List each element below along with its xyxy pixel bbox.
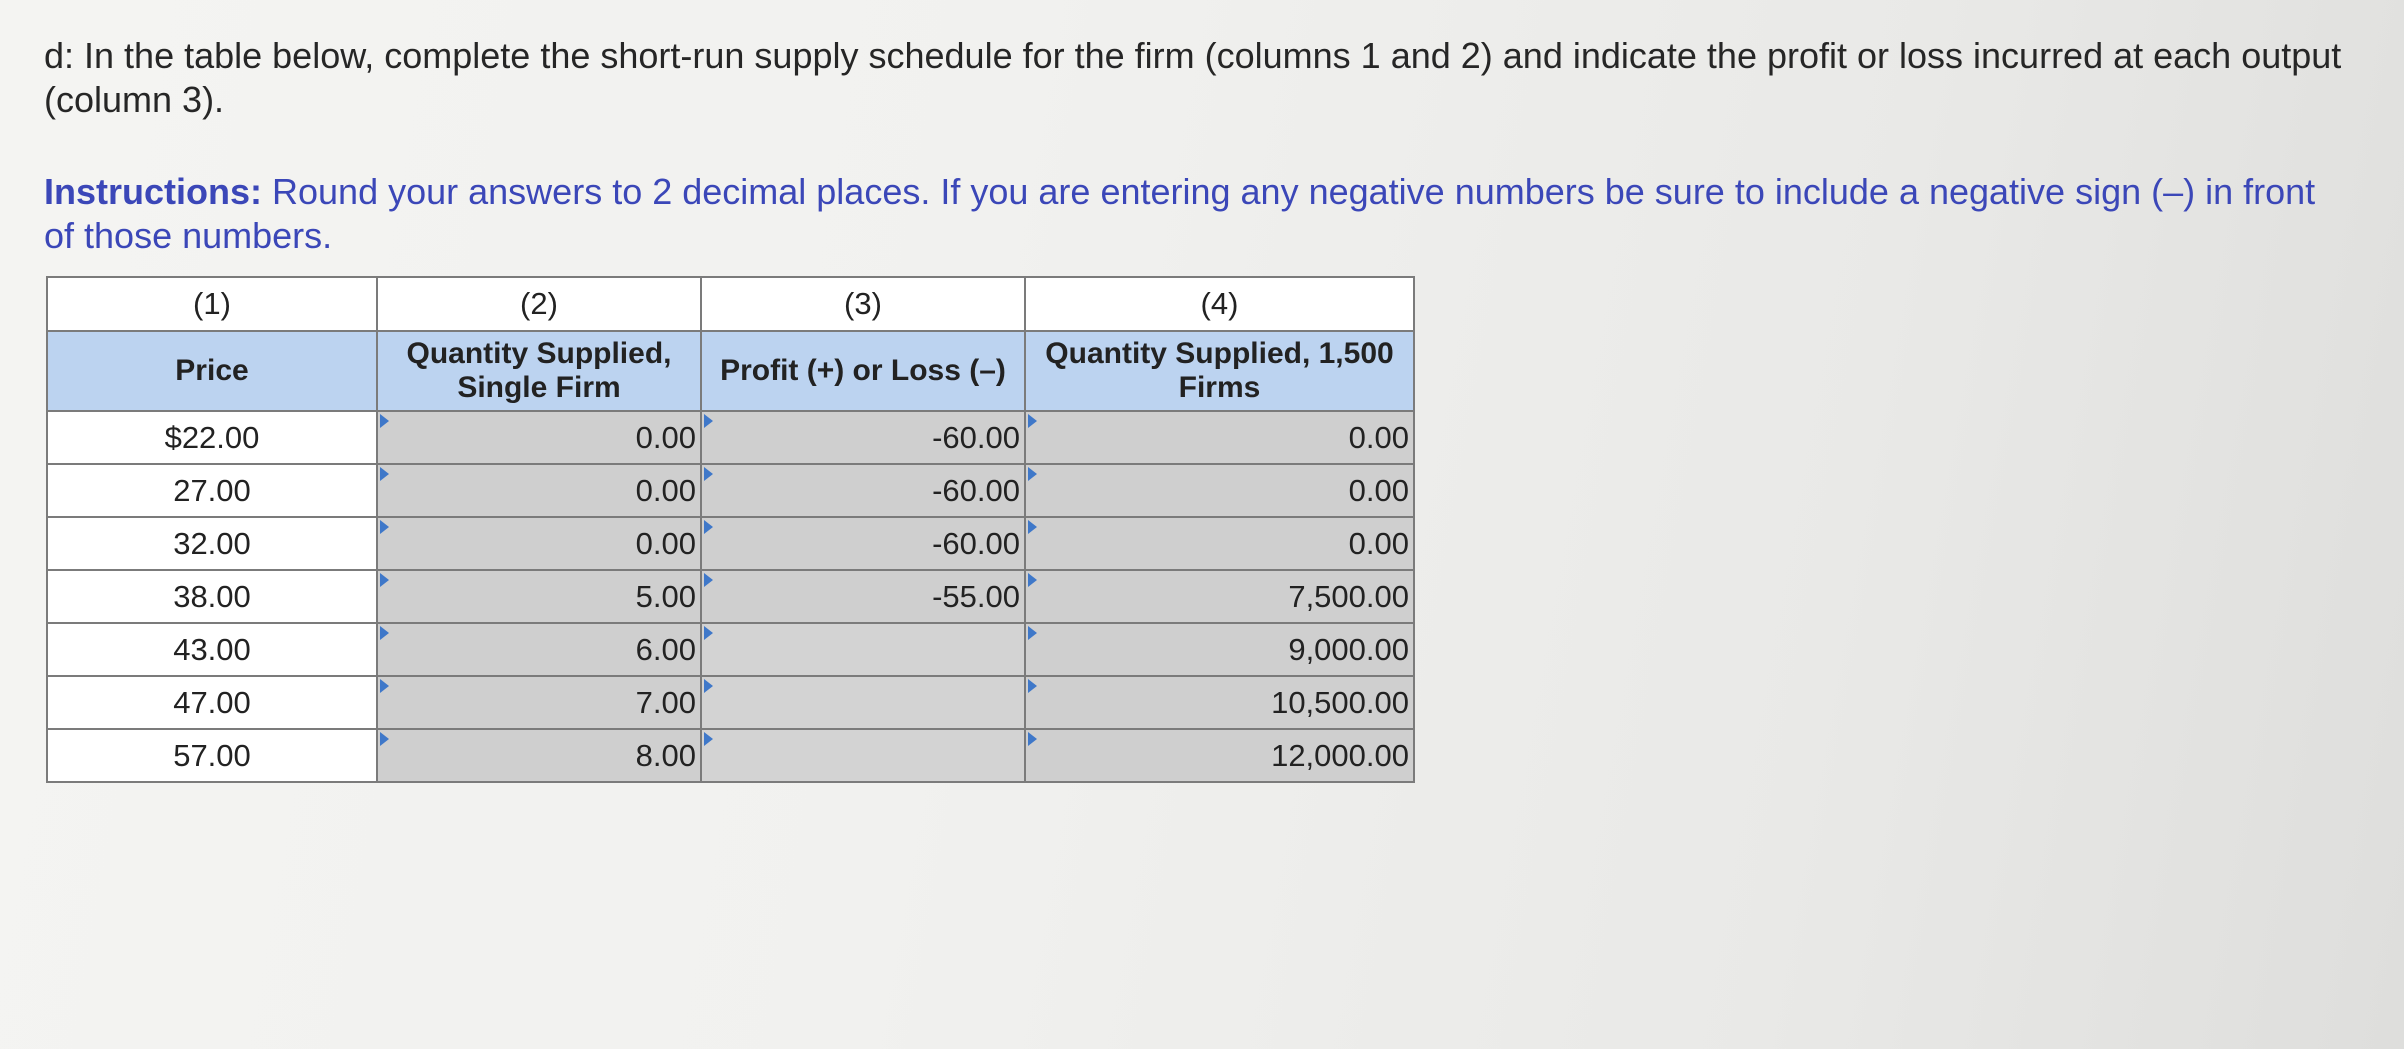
price-cell: $22.00 (47, 411, 377, 464)
column-header-row (47, 331, 1414, 411)
input-value: 0.00 (1348, 419, 1409, 455)
input-value: 0.00 (1348, 472, 1409, 508)
table-row (47, 623, 1414, 676)
quantity-single-firm-input[interactable] (377, 676, 701, 729)
header-quantity-1500-firms-line1: Quantity Supplied, 1,500 (1045, 337, 1394, 370)
quantity-1500-firms-input[interactable] (1025, 464, 1414, 517)
profit-loss-input[interactable] (701, 464, 1025, 517)
profit-loss-input[interactable] (701, 411, 1025, 464)
input-marker-icon (380, 679, 389, 693)
input-marker-icon (1028, 467, 1037, 481)
profit-loss-input[interactable] (701, 623, 1025, 676)
table-row (47, 729, 1414, 782)
input-marker-icon (380, 573, 389, 587)
table-row (47, 411, 1414, 464)
input-value: 8.00 (635, 737, 696, 773)
question-text: d: In the table below, complete the short-run supply schedule for the firm (columns 1 and 2) and indicate the profit or loss incurred at each output (column 3). (44, 35, 2342, 120)
profit-loss-input[interactable] (701, 570, 1025, 623)
input-value: -60.00 (932, 419, 1020, 455)
input-marker-icon (380, 520, 389, 534)
input-marker-icon (1028, 679, 1037, 693)
quantity-single-firm-input[interactable] (377, 517, 701, 570)
column-number-1: (1) (47, 277, 377, 331)
input-value: 12,000.00 (1271, 737, 1409, 773)
profit-loss-input[interactable] (701, 676, 1025, 729)
instructions-lead: Instructions: (44, 171, 263, 212)
column-number-3: (3) (701, 277, 1025, 331)
profit-loss-input[interactable] (701, 517, 1025, 570)
input-marker-icon (380, 414, 389, 428)
input-value: 5.00 (635, 578, 696, 614)
input-value (1020, 738, 1024, 773)
supply-schedule-table (46, 276, 1415, 783)
input-value (1020, 685, 1024, 720)
input-value: 7,500.00 (1288, 578, 1409, 614)
price-cell: 38.00 (47, 570, 377, 623)
input-value: 7.00 (635, 684, 696, 720)
table-row (47, 676, 1414, 729)
input-value: 0.00 (635, 472, 696, 508)
input-marker-icon (380, 467, 389, 481)
price-cell: 32.00 (47, 517, 377, 570)
quantity-1500-firms-input[interactable] (1025, 517, 1414, 570)
header-quantity-1500-firms (1025, 331, 1414, 411)
header-price: Price (47, 331, 377, 411)
input-marker-icon (704, 467, 713, 481)
column-number-4: (4) (1025, 277, 1414, 331)
input-value: 0.00 (635, 525, 696, 561)
quantity-single-firm-input[interactable] (377, 464, 701, 517)
input-marker-icon (704, 414, 713, 428)
quantity-1500-firms-input[interactable] (1025, 729, 1414, 782)
quantity-single-firm-input[interactable] (377, 570, 701, 623)
table-row (47, 517, 1414, 570)
input-value: 10,500.00 (1271, 684, 1409, 720)
price-cell: 27.00 (47, 464, 377, 517)
input-marker-icon (704, 732, 713, 746)
quantity-1500-firms-input[interactable] (1025, 570, 1414, 623)
input-marker-icon (704, 679, 713, 693)
input-value: 0.00 (1348, 525, 1409, 561)
input-value: -55.00 (932, 578, 1020, 614)
instructions-body: Round your answers to 2 decimal places. If you are entering any negative numbers be sure to include a negative sign (–) in front of those numbers. (44, 171, 2316, 256)
input-value: 9,000.00 (1288, 631, 1409, 667)
table-body (47, 411, 1414, 782)
price-cell: 57.00 (47, 729, 377, 782)
input-marker-icon (380, 732, 389, 746)
table-row (47, 464, 1414, 517)
input-marker-icon (704, 573, 713, 587)
column-number-2: (2) (377, 277, 701, 331)
column-number-row (47, 277, 1414, 331)
input-marker-icon (380, 626, 389, 640)
input-value: 6.00 (635, 631, 696, 667)
table-row (47, 570, 1414, 623)
input-marker-icon (1028, 626, 1037, 640)
quantity-single-firm-input[interactable] (377, 411, 701, 464)
header-quantity-1500-firms-line2: Firms (1178, 371, 1261, 404)
quantity-1500-firms-input[interactable] (1025, 676, 1414, 729)
header-profit-loss: Profit (+) or Loss (–) (701, 331, 1025, 411)
quantity-1500-firms-input[interactable] (1025, 623, 1414, 676)
quantity-single-firm-input[interactable] (377, 623, 701, 676)
header-quantity-single-firm-line1: Quantity Supplied, (406, 337, 672, 370)
input-marker-icon (1028, 573, 1037, 587)
input-marker-icon (704, 626, 713, 640)
input-value: 0.00 (635, 419, 696, 455)
input-marker-icon (704, 520, 713, 534)
input-value: -60.00 (932, 525, 1020, 561)
instructions-text (44, 170, 2344, 258)
input-marker-icon (1028, 732, 1037, 746)
header-quantity-single-firm (377, 331, 701, 411)
input-marker-icon (1028, 414, 1037, 428)
price-cell: 47.00 (47, 676, 377, 729)
quantity-1500-firms-input[interactable] (1025, 411, 1414, 464)
input-value: -60.00 (932, 472, 1020, 508)
input-marker-icon (1028, 520, 1037, 534)
input-value (1020, 632, 1024, 667)
header-quantity-single-firm-line2: Single Firm (457, 371, 621, 404)
price-cell: 43.00 (47, 623, 377, 676)
profit-loss-input[interactable] (701, 729, 1025, 782)
quantity-single-firm-input[interactable] (377, 729, 701, 782)
